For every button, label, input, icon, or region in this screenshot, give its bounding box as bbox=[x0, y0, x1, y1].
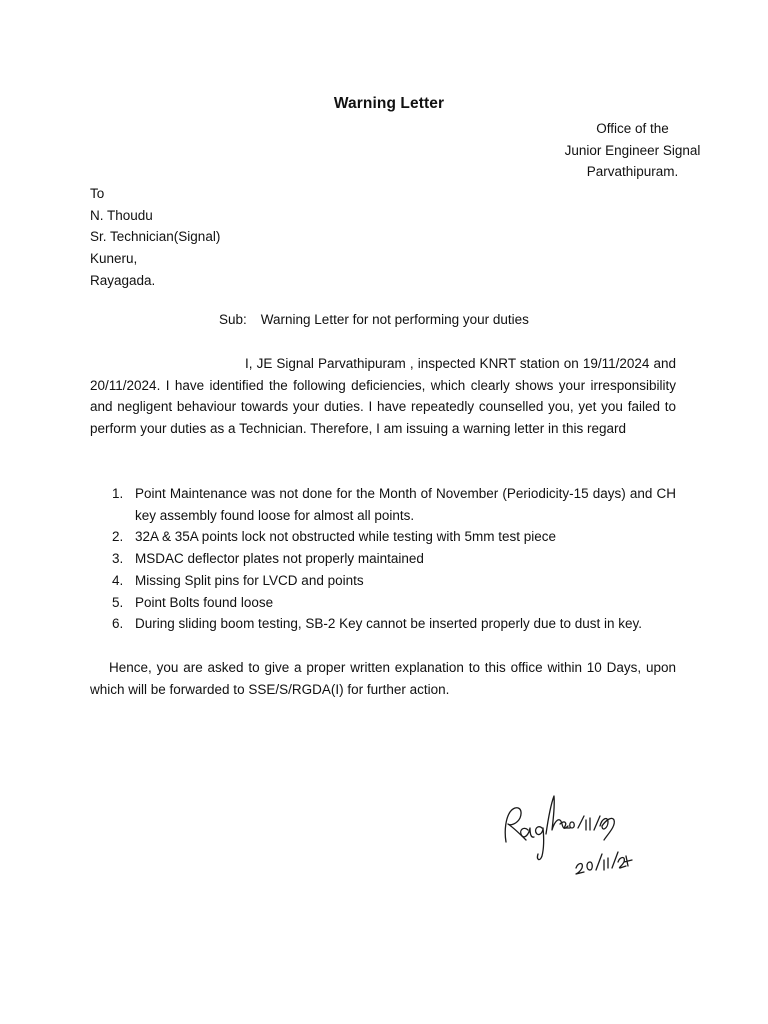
list-item-number: 1. bbox=[112, 486, 124, 501]
subject-text: Warning Letter for not performing your duties bbox=[260, 312, 529, 327]
address-line: Sr. Technician(Signal) bbox=[90, 229, 221, 245]
list-item bbox=[90, 548, 676, 570]
closing-paragraph: Hence, you are asked to give a proper written explanation to this office within 10 Days, upon which will be forwarded to SSE/S/RGDA(I) for further action. bbox=[90, 660, 676, 697]
list-item-text: 32A & 35A points lock not obstructed while testing with 5mm test piece bbox=[135, 529, 556, 545]
office-block bbox=[520, 118, 745, 183]
list-item bbox=[90, 483, 676, 526]
list-item bbox=[90, 613, 676, 635]
recipient-address bbox=[90, 183, 220, 292]
office-line: Office of the bbox=[596, 121, 669, 136]
subject-label: Sub: bbox=[219, 312, 247, 327]
office-line: Parvathipuram. bbox=[586, 164, 679, 180]
list-item-number: 4. bbox=[112, 572, 124, 588]
list-item-text: Missing Split pins for LVCD and points bbox=[135, 572, 364, 588]
deficiency-list bbox=[90, 483, 676, 635]
letter-title: Warning Letter bbox=[333, 95, 445, 112]
address-line: To bbox=[90, 186, 105, 201]
address-line: Rayagada. bbox=[90, 272, 156, 288]
list-item-text: Point Maintenance was not done for the Month of November (Periodicity-15 days) and CH key assembly found loose for almost all points. bbox=[135, 486, 676, 523]
list-item-number: 5. bbox=[112, 594, 124, 610]
list-item-number: 2. bbox=[112, 529, 124, 545]
list-item bbox=[90, 570, 676, 592]
address-line: Kuneru, bbox=[90, 251, 138, 267]
list-item bbox=[90, 526, 676, 548]
body-paragraph: I, JE Signal Parvathipuram , inspected KNRT station on 19/11/2024 and 20/11/2024. I have identified the following deficiencies, which clearly shows your irresponsibility and negligent behaviour towards your duties. I have repeatedly counselled you, yet you failed to perform your duties as a Technician. Therefore, I am issuing a warning letter in this regard bbox=[90, 356, 676, 437]
list-item-number: 6. bbox=[112, 616, 124, 632]
address-line: N. Thoudu bbox=[90, 207, 153, 223]
list-item-text: During sliding boom testing, SB-2 Key cannot be inserted properly due to dust in key. bbox=[135, 616, 643, 632]
list-item bbox=[90, 592, 676, 614]
list-item-text: Point Bolts found loose bbox=[135, 594, 274, 610]
subject-line bbox=[219, 312, 529, 327]
list-item-text: MSDAC deflector plates not properly maintained bbox=[135, 551, 424, 567]
office-line: Junior Engineer Signal bbox=[564, 142, 701, 158]
handwritten-signature bbox=[498, 790, 638, 880]
list-item-number: 3. bbox=[112, 551, 124, 567]
